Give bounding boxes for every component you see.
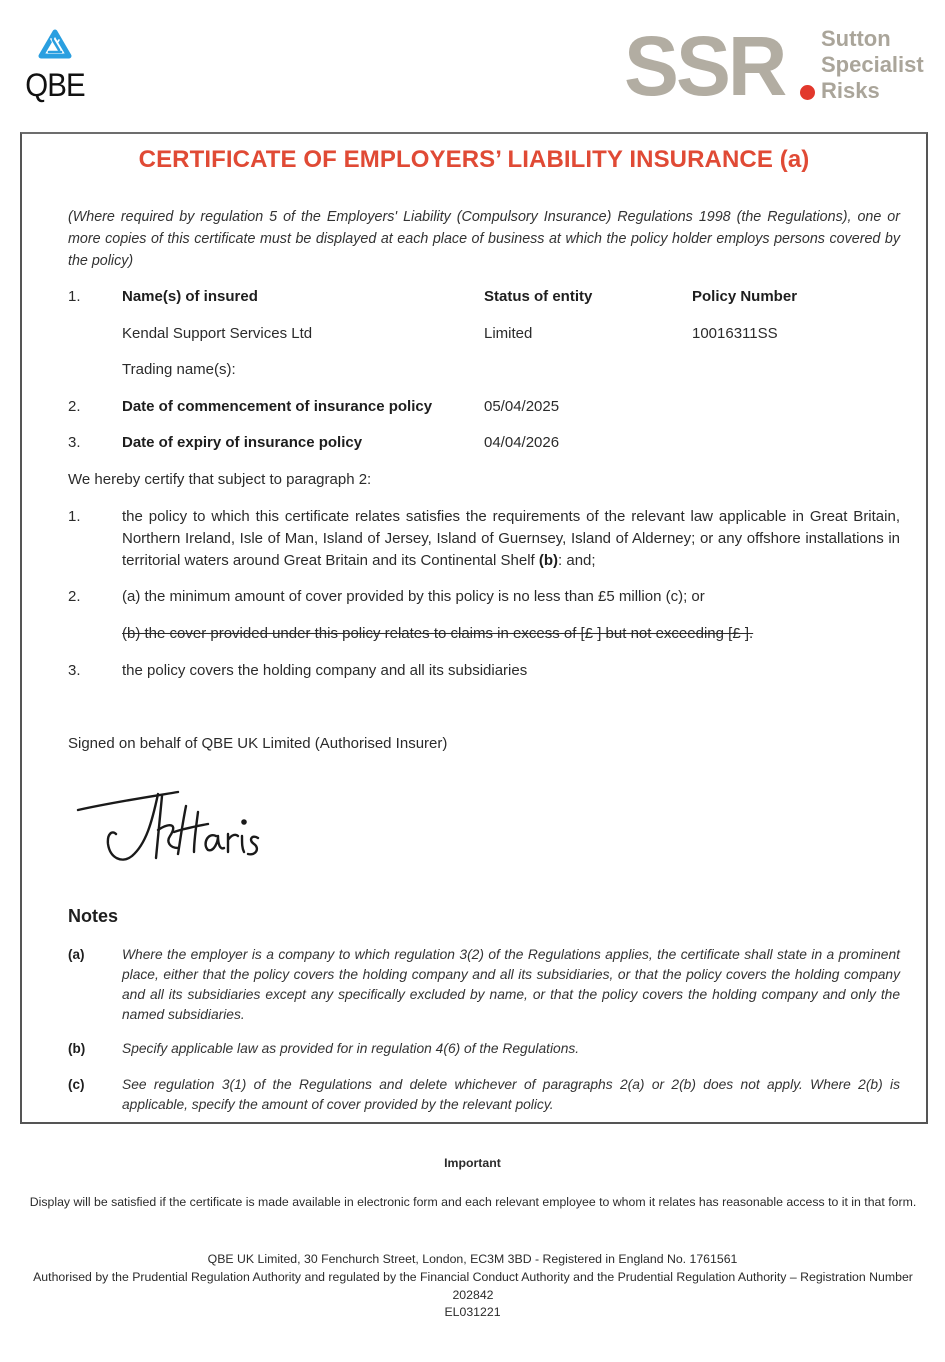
certificate-box: CERTIFICATE OF EMPLOYERS’ LIABILITY INSURANCE (a) (Where required by regulation 5 of the Employers' Liability (Compulsory Insurance) Regulations 1998 (the Regulations), one or more copies of this certificate must be displayed at each place of business at which the policy holder employs persons covered by the policy) 1. Name(s) of insured Status of entity Policy Number Kendal Support Services Ltd Limited 10016311SS Trading name(s): 2. Date of commencement of insurance policy 05/04/2025 3. Date of expiry of insurance policy 04/04/2026 We hereby certify that subject to paragraph 2: 1. the policy to which this certificate relates satisfies the requirements of the relevant law applicable in Great Britain, Northern Ireland, Isle of Man, Island of Jersey, Island of Guernsey, Island of Alderney; or any offshore installations in territorial waters around Great Britain and its Continental Shelf (b): and; 2. (a) the minimum amount of cover provided by this policy is no less than £5 million (c); or (b) the cover provided under this policy relates to claims in excess of [£ ] but not exceeding [£ ]. 3. the policy covers the holding company and all its subsidiaries Signed on behalf of QBE UK Limited (Authorised Insurer) Notes (a) Where the employer is a company to which regulation 3(2) of the Regulations applies, the certificate shall state in a prominent place, either that the policy covers the holding company and all its subsidiaries, or that the policy covers the holding company and all its subsidiaries except any specifically excluded by name, or that the policy covers the holding company and only the named subsidiaries. (b) Specify applicable law as provided for in regulation 4(6) of the Regulations. (c) See regulation 3(1) of the Regulations and delete whichever of paragraphs 2(a) or 2(b) does not apply. Where 2(b) is applicable, specify the amount of cover provided by the relevant policy. xyxy=(20,132,928,1124)
status-of-entity-label: Status of entity xyxy=(484,288,593,305)
certificate-title: CERTIFICATE OF EMPLOYERS’ LIABILITY INSURANCE (a) xyxy=(138,146,810,173)
policy-number-label: Policy Number xyxy=(692,288,798,305)
ssr-word-specialist: Specialist xyxy=(821,52,924,77)
note-ref-b: (b) xyxy=(538,552,559,569)
intro-paragraph: (Where required by regulation 5 of the Employers' Liability (Compulsory Insurance) Regulations 1998 (the Regulations), one or more copies of this certificate must be displayed at each place of business at which the policy holder employs persons covered by the policy) xyxy=(68,209,900,269)
trading-names-label: Trading name(s): xyxy=(122,361,236,378)
certify-item-3-text: the policy covers the holding company and all its subsidiaries xyxy=(122,662,528,679)
name-of-insured-label: Name(s) of insured xyxy=(122,288,258,305)
notes-heading: Notes xyxy=(68,906,119,926)
ssr-word-sutton: Sutton xyxy=(821,26,891,51)
qbe-wordmark: QBE xyxy=(25,67,85,103)
signed-on-behalf: Signed on behalf of QBE UK Limited (Authorised Insurer) xyxy=(68,735,448,752)
note-a-text: Where the employer is a company to which regulation 3(2) of the Regulations applies, the certificate shall state in a prominent place, either that the policy covers the holding company and all its subsidiaries, or that the policy covers the holding company and all its subsidiaries except any specifically excluded by name, or that the policy covers the holding company and only the named subsidiaries. xyxy=(122,947,900,1022)
note-c-text: See regulation 3(1) of the Regulations and delete whichever of paragraphs 2(a) or 2(b) does not apply. Where 2(b) is applicable, specify the amount of cover provided by the relevant policy. xyxy=(122,1077,900,1112)
certify-intro: We hereby certify that subject to paragraph 2: xyxy=(68,471,372,488)
footer-address: QBE UK Limited, 30 Fenchurch Street, London, EC3M 3BD - Registered in England No. 1761561 xyxy=(207,1252,738,1266)
ssr-mark: SSR xyxy=(624,19,785,113)
important-heading: Important xyxy=(444,1156,501,1170)
ssr-wordmark xyxy=(821,26,924,104)
ssr-logo xyxy=(624,19,929,113)
note-c-label: (c) xyxy=(68,1077,85,1092)
note-a-label: (a) xyxy=(68,947,85,962)
qbe-emblem-icon xyxy=(35,28,75,66)
important-text: Display will be satisfied if the certificate is made available in electronic form and each relevant employee to whom it relates has reasonable access to it in that form. xyxy=(29,1195,917,1209)
certify-item-1-text: the policy to which this certificate relates satisfies the requirements of the relevant law applicable in Great Britain, Northern Ireland, Isle of Man, Island of Jersey, Island of Guernsey, Island of Alderney; or any offshore installations in territorial waters around Great Britain and its Continental Shelf (b): and; xyxy=(122,508,900,569)
commencement-value: 05/04/2025 xyxy=(484,398,560,415)
ssr-dot-icon xyxy=(800,85,815,100)
item-number: 3. xyxy=(68,434,81,451)
expiry-value: 04/04/2026 xyxy=(484,434,560,451)
item-number: 1. xyxy=(68,288,81,305)
certify-item-2b-struck-text: (b) the cover provided under this policy relates to claims in excess of [£ ] but not exceeding [£ ]. xyxy=(122,625,754,642)
signature-image xyxy=(74,782,264,872)
item-number: 2. xyxy=(68,398,81,415)
status-of-entity-value: Limited xyxy=(484,325,533,342)
policy-number-value: 10016311SS xyxy=(692,325,778,342)
commencement-label: Date of commencement of insurance policy xyxy=(122,398,433,415)
footer-authorisation: Authorised by the Prudential Regulation Authority and regulated by the Financial Conduct Authority and the Prudential Regulation Authority – Registration Number 202842 xyxy=(33,1270,913,1302)
ssr-word-risks: Risks xyxy=(821,78,880,103)
footer-form-code: EL031221 xyxy=(444,1305,501,1319)
certify-item-2a-text: (a) the minimum amount of cover provided by this policy is no less than £5 million (c); or xyxy=(122,588,705,605)
note-b-label: (b) xyxy=(68,1041,86,1056)
expiry-label: Date of expiry of insurance policy xyxy=(122,434,363,451)
qbe-logo xyxy=(20,28,90,103)
note-b-text: Specify applicable law as provided for in regulation 4(6) of the Regulations. xyxy=(122,1041,580,1056)
insured-name-value: Kendal Support Services Ltd xyxy=(122,325,313,342)
